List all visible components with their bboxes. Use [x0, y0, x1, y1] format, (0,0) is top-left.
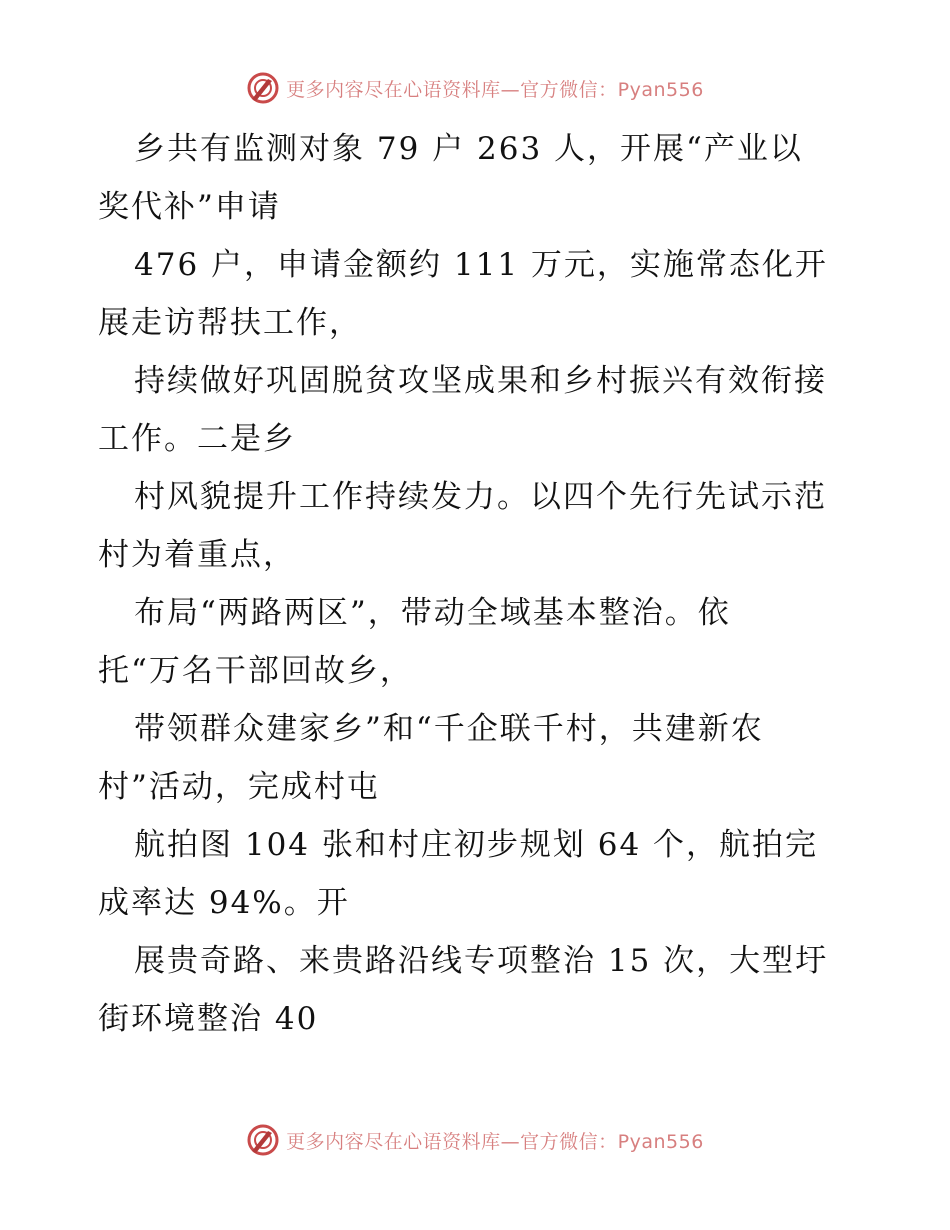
quill-logo-icon — [246, 1123, 280, 1157]
text-line: 展贵奇路、来贵路沿线专项整治 15 次，大型圩 — [134, 943, 829, 979]
watermark-text: 更多内容尽在心语资料库—官方微信：Pyan556 — [286, 78, 704, 101]
watermark-text: 更多内容尽在心语资料库—官方微信：Pyan556 — [286, 1130, 704, 1153]
text-line: 航拍图 104 张和村庄初步规划 64 个，航拍完 — [134, 827, 819, 863]
text-line: 村”活动，完成村屯 — [98, 769, 380, 805]
text-line: 托“万名干部回故乡， — [98, 653, 413, 689]
watermark-footer — [0, 1120, 950, 1160]
text-line: 成率达 94%。开 — [98, 885, 350, 921]
text-line: 奖代补”申请 — [98, 189, 281, 225]
text-line: 工作。二是乡 — [98, 421, 296, 457]
text-line: 展走访帮扶工作， — [98, 305, 362, 341]
text-line: 476 户，申请金额约 111 万元，实施常态化开 — [134, 247, 828, 283]
document-body — [98, 120, 858, 1048]
quill-logo-icon — [246, 71, 280, 105]
text-line: 带领群众建家乡”和“千企联千村，共建新农 — [134, 711, 764, 747]
text-line: 村风貌提升工作持续发力。以四个先行先试示范 — [134, 479, 827, 515]
watermark-header — [0, 68, 950, 108]
text-line: 持续做好巩固脱贫攻坚成果和乡村振兴有效衔接 — [134, 363, 827, 399]
text-line: 村为着重点， — [98, 537, 296, 573]
text-line: 街环境整治 40 — [98, 1001, 319, 1037]
text-line: 乡共有监测对象 79 户 263 人，开展“产业以 — [134, 131, 803, 167]
text-line: 布局“两路两区”，带动全域基本整治。依 — [134, 595, 731, 631]
